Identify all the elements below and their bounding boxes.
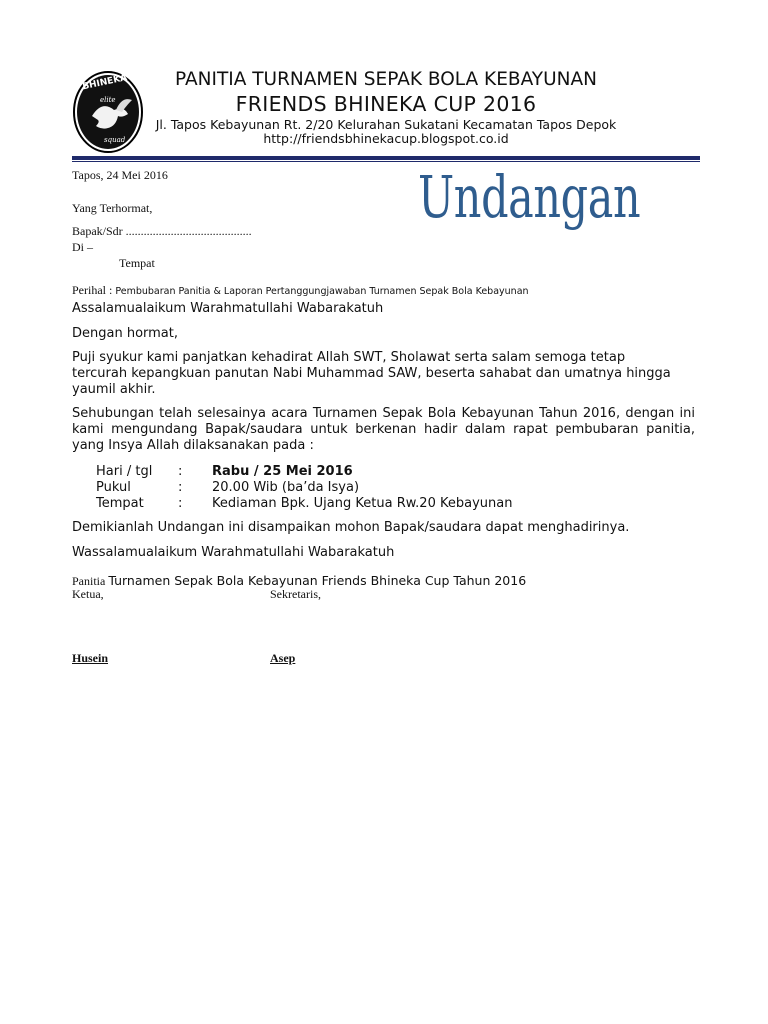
detail-separator: : [178, 480, 183, 495]
detail-separator: : [178, 496, 183, 511]
committee-prefix: Panitia [72, 574, 109, 588]
signature-name-secretary: Asep [270, 651, 296, 665]
detail-value: Rabu / 25 Mei 2016 [212, 464, 353, 479]
salutation: Yang Terhormat, [72, 201, 153, 215]
paragraph-intro: Puji syukur kami panjatkan kehadirat Allah SWT, Sholawat serta salam semoga tetap tercurah kepangkuan panutan Nabi Muhammad SAW, beserta sahabat dan umatnya hingga yaumil akhir. [72, 350, 671, 397]
detail-separator: : [178, 464, 183, 479]
farewell: Wassalamualaikum Warahmatullahi Wabarakatuh [72, 545, 395, 560]
recipient-di: Di – [72, 240, 93, 254]
header-event-name: FRIENDS BHINEKA CUP 2016 [235, 92, 537, 116]
club-logo [72, 70, 144, 154]
detail-label: Hari / tgl [96, 464, 153, 479]
signature-name-chair: Husein [72, 651, 109, 665]
header-divider-thin [72, 161, 700, 162]
header-address: Jl. Tapos Kebayunan Rt. 2/20 Kelurahan Sukatani Kecamatan Tapos Depok [155, 117, 617, 132]
detail-label: Tempat [96, 496, 144, 511]
recipient-place: Tempat [119, 256, 155, 270]
subject-line [72, 279, 529, 298]
respect-line: Dengan hormat, [72, 326, 179, 341]
recipient: Bapak/Sdr .......................................... [72, 224, 252, 238]
header-committee-name: PANITIA TURNAMEN SEPAK BOLA KEBAYUNAN [175, 69, 597, 90]
header-website: http://friendsbhinekacup.blogspot.co.id [263, 131, 509, 146]
logo-text-bottom: squad [104, 136, 126, 144]
signature-role-chair: Ketua, [72, 587, 104, 601]
detail-value: Kediaman Bpk. Ujang Ketua Rw.20 Kebayunan [212, 496, 513, 511]
subject-label: Perihal : [72, 283, 116, 297]
place-date: Tapos, 24 Mei 2016 [72, 168, 168, 182]
logo-text-mid: elite [100, 96, 116, 104]
document-title: Undangan [418, 163, 641, 231]
subject-text: Pembubaran Panitia & Laporan Pertanggungjawaban Turnamen Sepak Bola Kebayunan [115, 286, 529, 297]
paragraph-invitation: Sehubungan telah selesainya acara Turnamen Sepak Bola Kebayunan Tahun 2016, dengan ini kami mengundang Bapak/saudara untuk berkenan hadir dalam rapat pembubaran panitia, yang Insya Allah dilaksanakan pada : [72, 406, 695, 453]
closing-line: Demikianlah Undangan ini disampaikan mohon Bapak/saudara dapat menghadirinya. [72, 520, 630, 535]
detail-value: 20.00 Wib (ba’da Isya) [212, 480, 360, 495]
detail-label: Pukul [96, 480, 131, 495]
committee-name: Turnamen Sepak Bola Kebayunan Friends Bhineka Cup Tahun 2016 [108, 573, 527, 588]
greeting: Assalamualaikum Warahmatullahi Wabarakatuh [72, 301, 384, 316]
signature-role-secretary: Sekretaris, [270, 587, 321, 601]
header-divider-thick [72, 156, 700, 160]
logo-text-top: BHINEKA FC [81, 69, 144, 93]
